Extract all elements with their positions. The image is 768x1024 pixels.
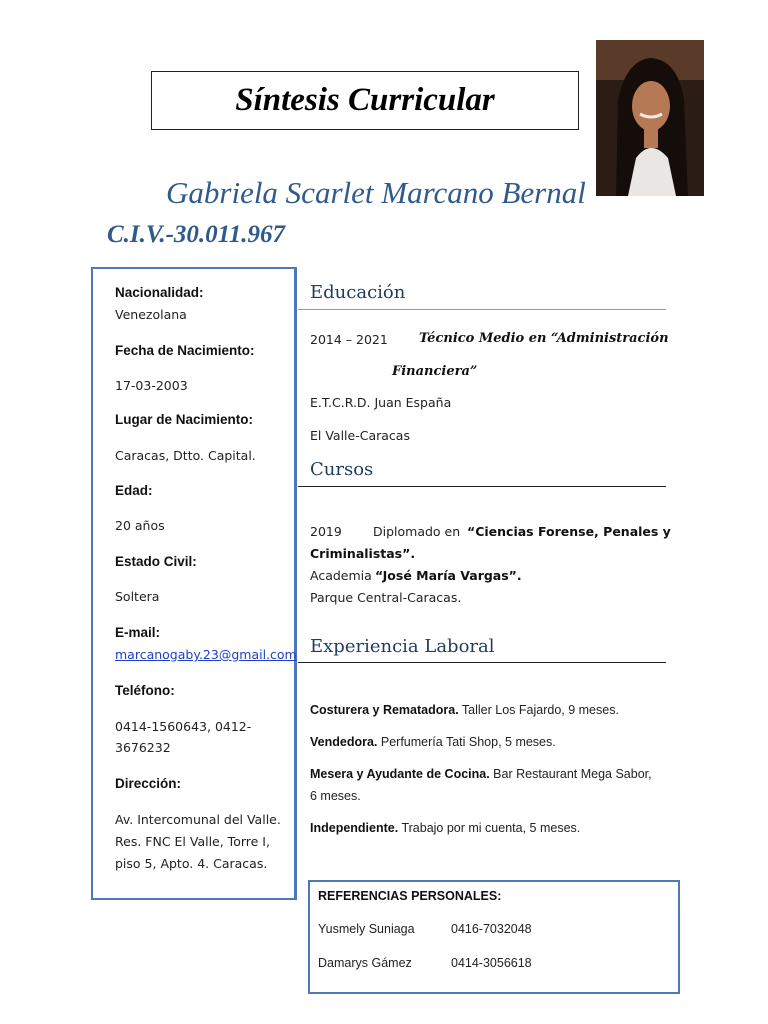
referencia-name: Yusmely Suniaga bbox=[318, 922, 415, 936]
direccion-label: Dirección: bbox=[115, 776, 182, 791]
educacion-years: 2014 – 2021 bbox=[310, 332, 388, 347]
referencia-name: Damarys Gámez bbox=[318, 956, 412, 970]
nacionalidad-label: Nacionalidad: bbox=[115, 285, 204, 300]
experiencia-role: Vendedora. bbox=[310, 735, 378, 749]
fecha-label: Fecha de Nacimiento: bbox=[115, 343, 255, 358]
edad-value: 20 años bbox=[115, 518, 165, 533]
direccion-line-1: Av. Intercomunal del Valle. bbox=[115, 812, 281, 827]
estado-label: Estado Civil: bbox=[115, 554, 197, 569]
experiencia-heading: Experiencia Laboral bbox=[310, 636, 495, 657]
email-label: E-mail: bbox=[115, 625, 161, 640]
referencia-phone: 0416-7032048 bbox=[451, 922, 532, 936]
direccion-line-2: Res. FNC El Valle, Torre I, bbox=[115, 834, 270, 849]
cursos-year: 2019 bbox=[310, 524, 342, 539]
estado-value: Soltera bbox=[115, 589, 160, 604]
educacion-heading: Educación bbox=[310, 282, 406, 303]
nacionalidad-value: Venezolana bbox=[115, 307, 187, 322]
experiencia-item-continuation: 6 meses. bbox=[310, 789, 361, 803]
educacion-school: E.T.C.R.D. Juan España bbox=[310, 395, 452, 410]
full-name: Gabriela Scarlet Marcano Bernal bbox=[166, 175, 586, 210]
experiencia-item bbox=[310, 700, 655, 721]
experiencia-role: Costurera y Rematadora. bbox=[310, 703, 459, 717]
personal-info-panel bbox=[91, 267, 297, 900]
cursos-prefix: Diplomado en bbox=[373, 524, 461, 539]
experiencia-detail: Bar Restaurant Mega Sabor, bbox=[493, 767, 652, 781]
cursos-heading: Cursos bbox=[310, 459, 374, 480]
telefono-value-1: 0414-1560643, 0412- bbox=[115, 719, 252, 734]
edad-label: Edad: bbox=[115, 483, 153, 498]
educacion-degree-1: Técnico Medio en “Administración bbox=[419, 331, 669, 346]
experiencia-detail: Perfumería Tati Shop, 5 meses. bbox=[380, 735, 556, 749]
experiencia-role: Mesera y Ayudante de Cocina. bbox=[310, 767, 490, 781]
cursos-divider bbox=[298, 486, 666, 487]
cursos-academy: “José María Vargas”. bbox=[375, 568, 522, 583]
fecha-value: 17-03-2003 bbox=[115, 378, 188, 393]
cursos-course-1: “Ciencias Forense, Penales y bbox=[467, 524, 671, 539]
cursos-course-2: Criminalistas”. bbox=[310, 546, 416, 561]
educacion-degree-2: Financiera” bbox=[392, 364, 478, 379]
experiencia-divider bbox=[298, 662, 666, 663]
experiencia-item bbox=[310, 764, 655, 785]
title-box bbox=[151, 71, 579, 130]
educacion-place: El Valle-Caracas bbox=[310, 428, 410, 443]
profile-photo bbox=[596, 40, 704, 196]
email-link[interactable]: marcanogaby.23@gmail.com bbox=[115, 647, 297, 662]
telefono-label: Teléfono: bbox=[115, 683, 175, 698]
direccion-line-3: piso 5, Apto. 4. Caracas. bbox=[115, 856, 268, 871]
lugar-label: Lugar de Nacimiento: bbox=[115, 412, 254, 427]
experiencia-detail: Trabajo por mi cuenta, 5 meses. bbox=[401, 821, 581, 835]
page-title: Síntesis Curricular bbox=[235, 82, 495, 118]
experiencia-item bbox=[310, 732, 655, 753]
civ-number: C.I.V.-30.011.967 bbox=[107, 221, 286, 248]
experiencia-role: Independiente. bbox=[310, 821, 399, 835]
cursos-place: Parque Central-Caracas. bbox=[310, 590, 462, 605]
telefono-value-2: 3676232 bbox=[115, 740, 171, 755]
referencia-phone: 0414-3056618 bbox=[451, 956, 532, 970]
referencias-heading: REFERENCIAS PERSONALES: bbox=[318, 889, 502, 903]
experiencia-detail: Taller Los Fajardo, 9 meses. bbox=[461, 703, 619, 717]
experiencia-item bbox=[310, 818, 655, 839]
lugar-value: Caracas, Dtto. Capital. bbox=[115, 448, 256, 463]
cursos-academy-prefix: Academia bbox=[310, 568, 372, 583]
educacion-divider bbox=[298, 309, 666, 310]
